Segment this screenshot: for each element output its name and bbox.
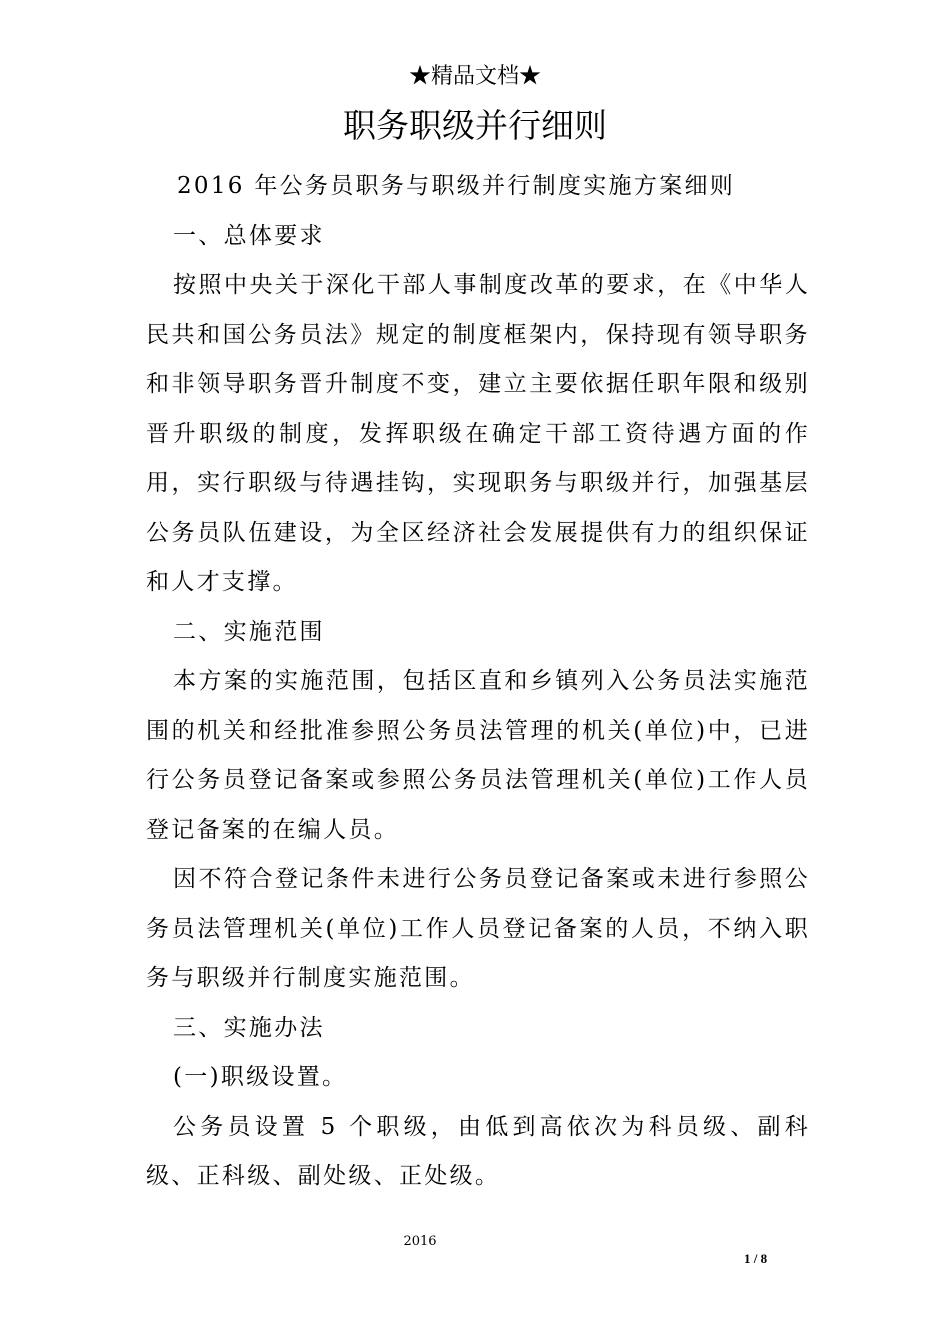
body-paragraph: 本方案的实施范围，包括区直和乡镇列入公务员法实施范围的机关和经批准参照公务员法管理的机关(单位)中，已进行公务员登记备案或参照公务员法管理机关(单位)工作人员登记备案的在编人员。 (146, 668, 810, 843)
section-heading: 一、总体要求 (173, 222, 325, 249)
body-paragraph: 公务员设置 5 个职级，由低到高依次为科员级、副科级、正科级、副处级、正处级。 (146, 1113, 810, 1189)
subsection-heading: (一)职级设置。 (173, 1064, 348, 1090)
body-paragraph: 因不符合登记条件未进行公务员登记备案或未进行参照公务员法管理机关(单位)工作人员登记备案的人员，不纳入职务与职级并行制度实施范围。 (146, 866, 810, 991)
section-heading: 二、实施范围 (173, 618, 325, 645)
document-body (146, 162, 810, 1202)
document-subtitle: 2016 年公务员职务与职级并行制度实施方案细则 (177, 173, 736, 199)
body-paragraph: 按照中央关于深化干部人事制度改革的要求，在《中华人民共和国公务员法》规定的制度框架内，保持现有领导职务和非领导职务晋升制度不变，建立主要依据任职年限和级别晋升职级的制度，发挥职级在确定干部工资待遇方面的作用，实行职级与待遇挂钩，实现职务与职级并行，加强基层公务员队伍建设，为全区经济社会发展提供有力的组织保证和人才支撑。 (146, 272, 810, 595)
section-heading: 三、实施办法 (173, 1014, 325, 1041)
document-title: 职务职级并行细则 (343, 106, 607, 145)
page-number: 1 / 8 (744, 1251, 768, 1266)
document-header-label: ★精品文档★ (408, 64, 541, 89)
footer-year: 2016 (403, 1234, 437, 1249)
